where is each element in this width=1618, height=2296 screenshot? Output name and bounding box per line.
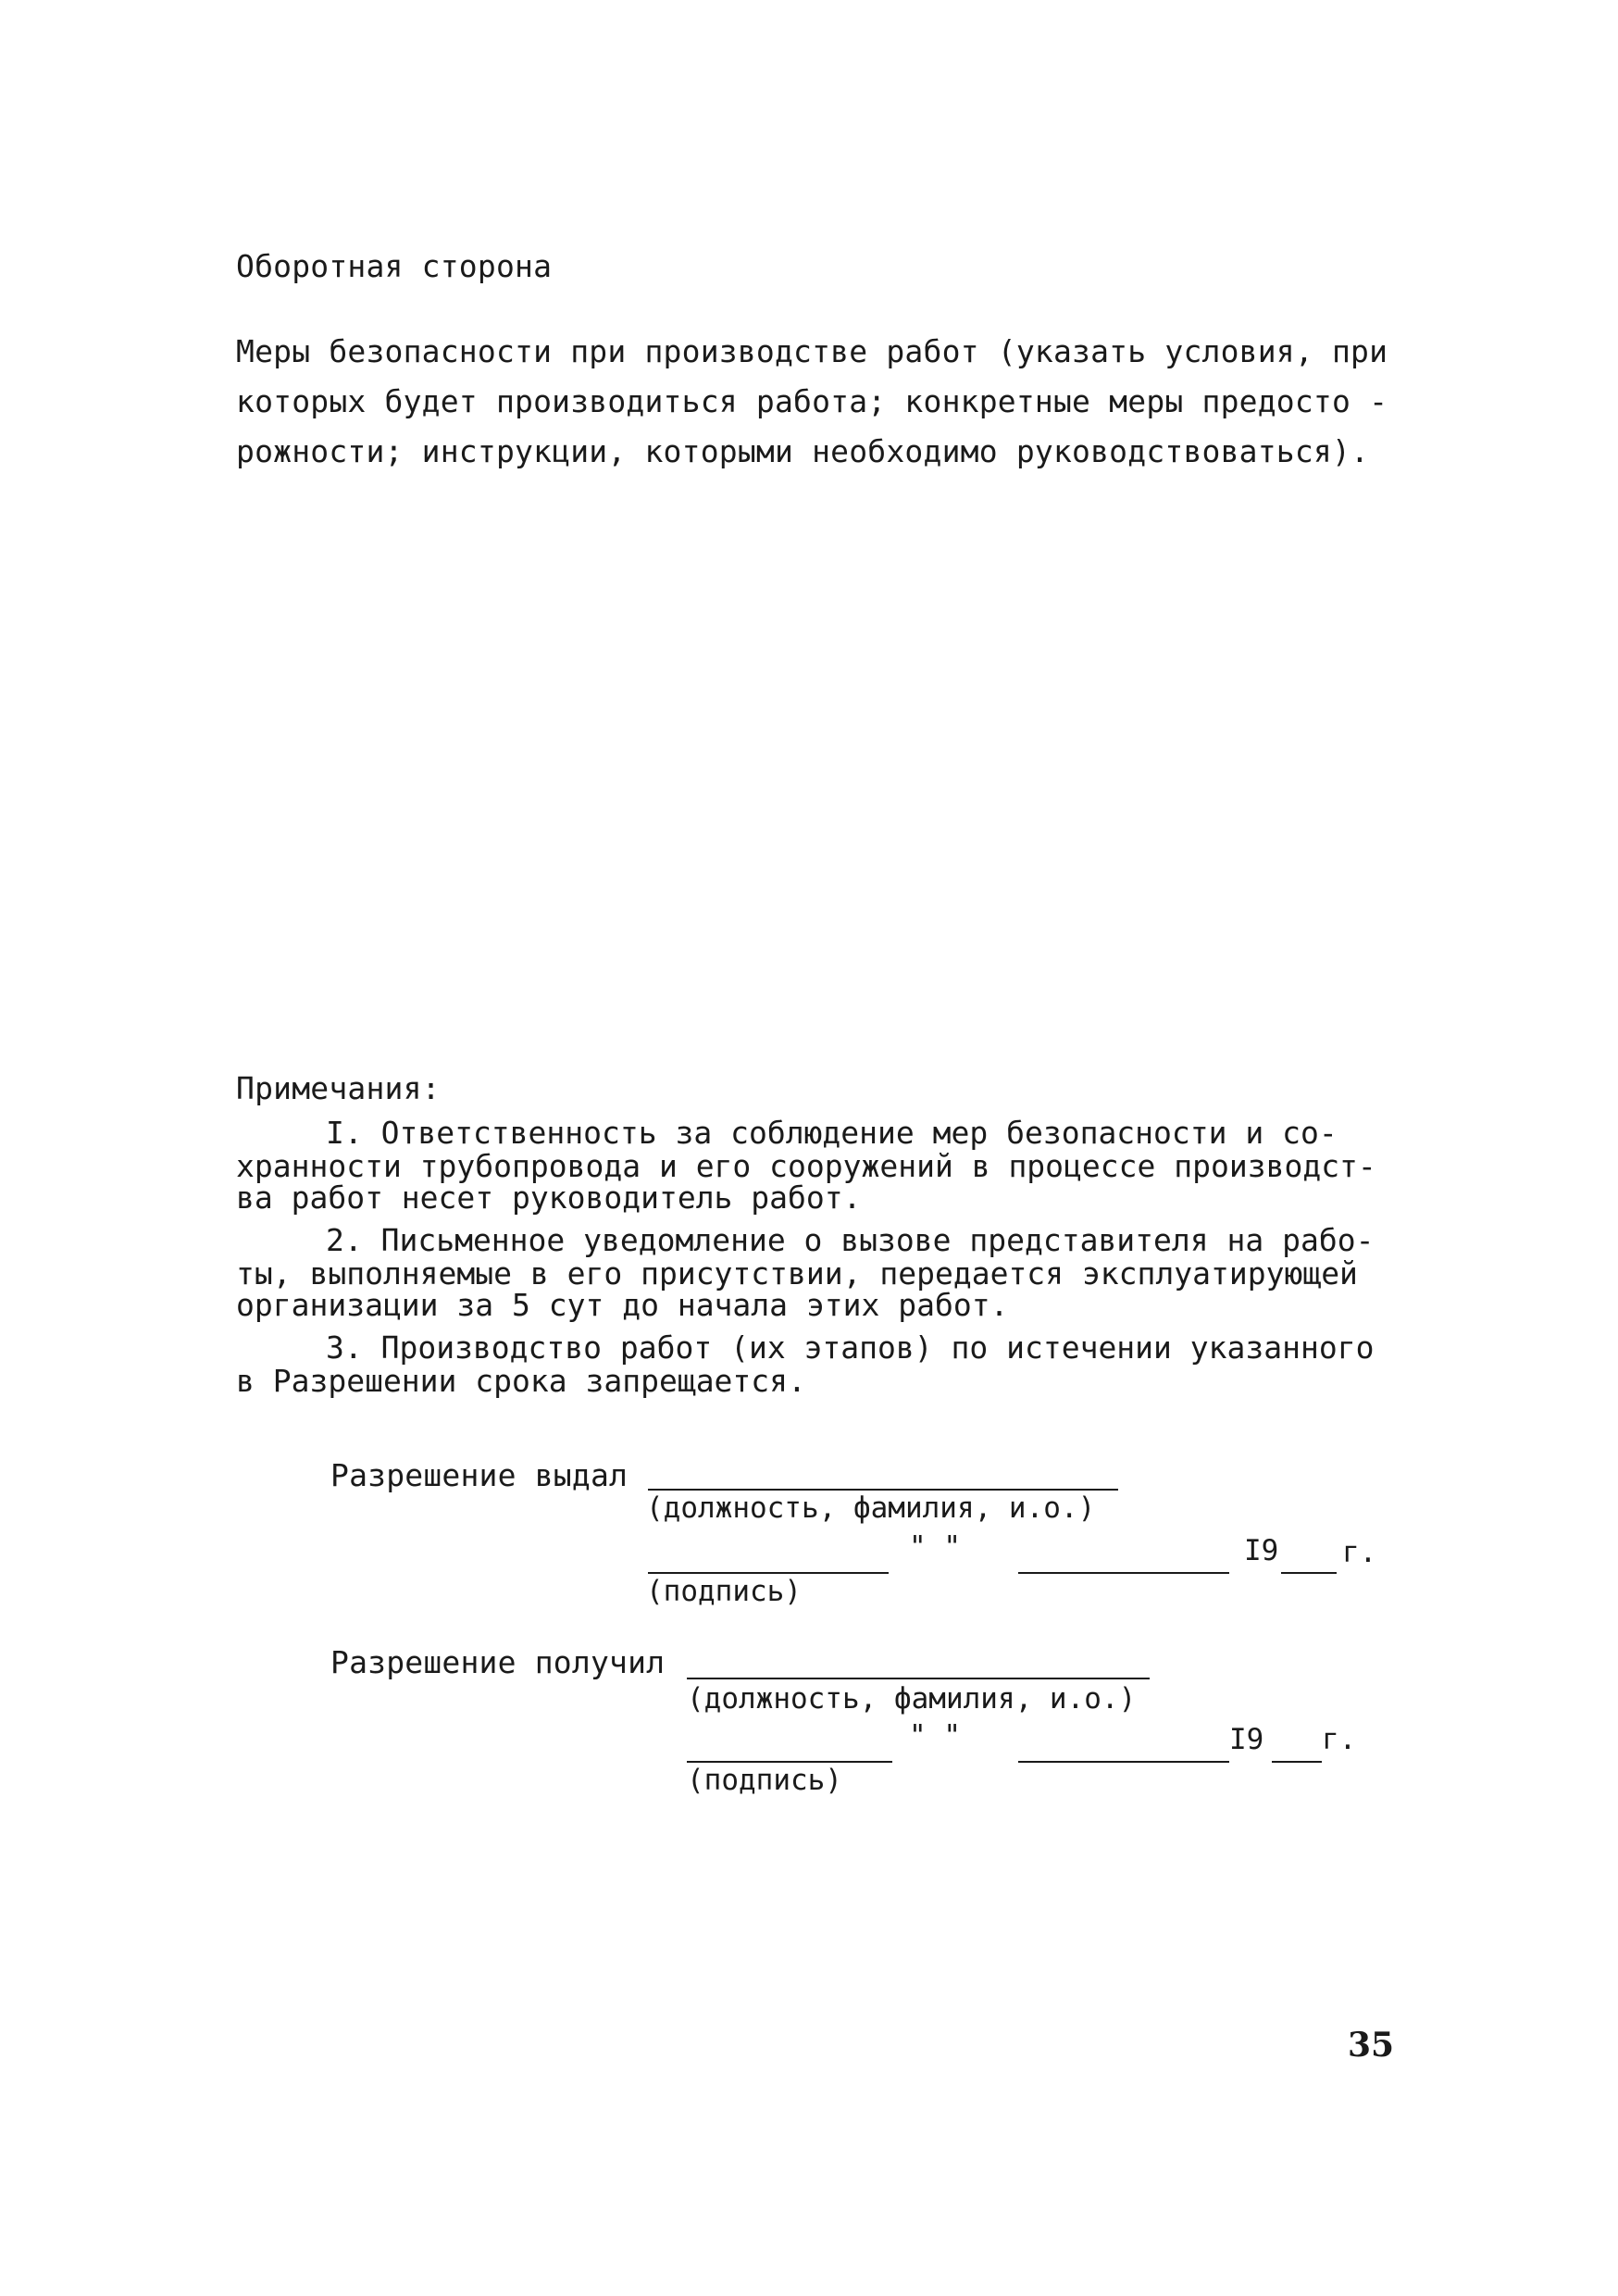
position-caption: (должность, фамилия, и.о.) [646, 1491, 1096, 1525]
signature-caption: (подпись) [687, 1764, 842, 1797]
year-prefix: I9 [1229, 1723, 1264, 1756]
year-prefix: I9 [1244, 1534, 1279, 1567]
note-2-line: организации за 5 сут до начала этих работ. [236, 1287, 1009, 1323]
note-3-line: 3. Производство работ (их этапов) по истечении указанного [326, 1329, 1375, 1366]
date-day-line [648, 1572, 889, 1574]
date-quotes: " " [909, 1530, 961, 1564]
year-line [1272, 1761, 1322, 1763]
notes-title: Примечания: [236, 1070, 441, 1106]
signature-label: Разрешение выдал [330, 1457, 629, 1493]
measures-line: которых будет производиться работа; конкретные меры предосто - [236, 383, 1388, 419]
date-month-line [1018, 1572, 1229, 1574]
page-heading: Оборотная сторона [236, 248, 553, 284]
measures-line: рожности; инструкции, которыми необходимо руководствоваться). [236, 433, 1370, 469]
note-2-line: ты, выполняемые в его присутствии, передается эксплуатирующей [236, 1255, 1358, 1292]
note-1-line: хранности трубопровода и его сооружений в процессе производст- [236, 1148, 1376, 1184]
page-number: 35 [1348, 2026, 1395, 2065]
date-month-line [1018, 1761, 1229, 1763]
date-day-line [687, 1761, 892, 1763]
signature-caption: (подпись) [646, 1575, 802, 1608]
position-caption: (должность, фамилия, и.о.) [687, 1682, 1137, 1716]
year-line [1281, 1572, 1337, 1574]
year-suffix: г. [1322, 1723, 1357, 1756]
note-2-line: 2. Письменное уведомление о вызове представителя на рабо- [326, 1222, 1375, 1258]
position-line [687, 1678, 1150, 1679]
year-suffix: г. [1342, 1536, 1377, 1569]
position-line [648, 1489, 1118, 1491]
measures-line: Меры безопасности при производстве работ (указать условия, при [236, 333, 1388, 369]
signature-label: Разрешение получил [330, 1644, 666, 1680]
note-1-line: ва работ несет руководитель работ. [236, 1179, 862, 1216]
note-1-line: I. Ответственность за соблюдение мер безопасности и со- [326, 1115, 1338, 1151]
date-quotes: " " [909, 1719, 961, 1753]
note-3-line: в Разрешении срока запрещается. [236, 1363, 806, 1399]
